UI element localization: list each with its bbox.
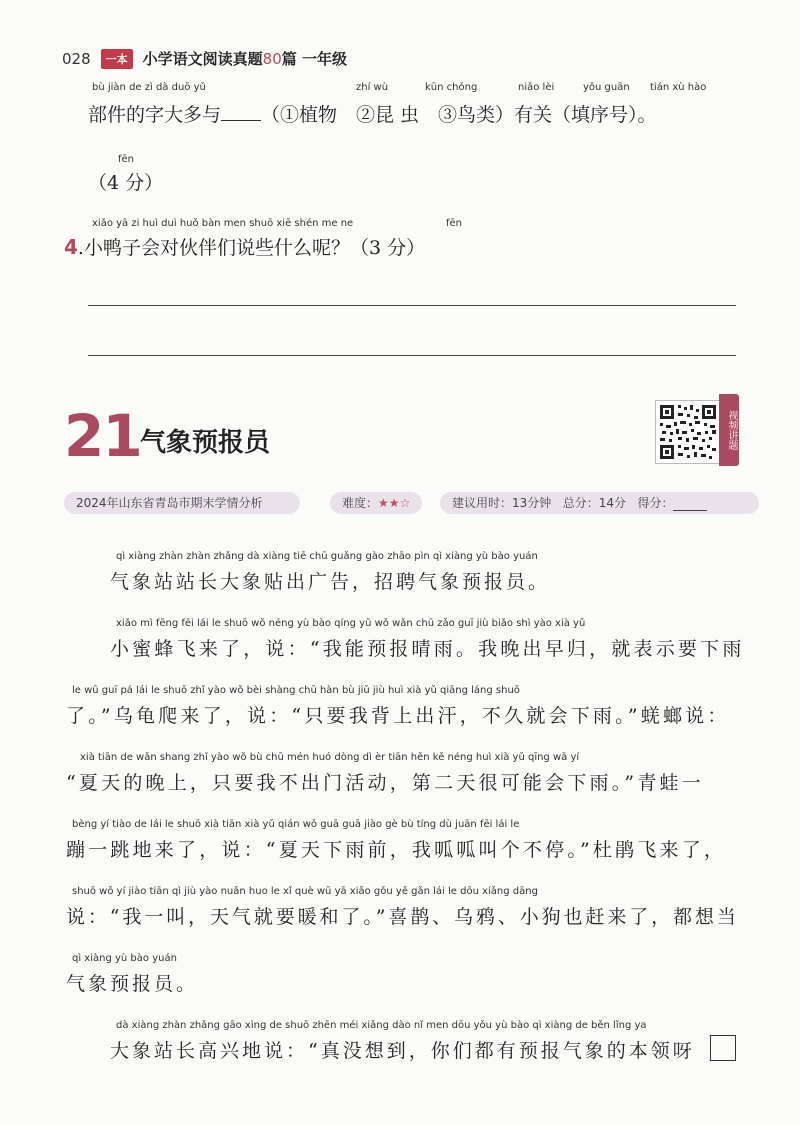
brand-logo: 一本 bbox=[101, 49, 133, 69]
passage-line: 了。”乌龟爬来了，说：“只要我背上出汗，不久就会下雨。”蜣螂说： bbox=[66, 705, 730, 727]
q3-pinyin-2: zhí wù bbox=[356, 82, 389, 93]
source-badge: 2024年山东省青岛市期末学情分析 bbox=[64, 492, 300, 514]
q3-pinyin-5: yǒu guān bbox=[583, 82, 630, 93]
passage-pinyin: qì xiàng yù bào yuán bbox=[72, 953, 177, 964]
passage-line: 蹦一跳地来了，说：“夏天下雨前，我呱呱叫个不停。”杜鹃飞来了， bbox=[66, 839, 727, 861]
time-score-badge: 建议用时：13分钟 总分：14分 得分： bbox=[440, 492, 759, 514]
passage-line: 大象站长高兴地说：“真没想到，你们都有预报气象的本领呀 bbox=[110, 1040, 695, 1062]
passage-pinyin: qì xiàng zhàn zhàn zhǎng dà xiàng tiē chū guǎng gào zhāo pìn qì xiàng yù bào yuán bbox=[116, 551, 538, 562]
q4-pinyin-fen: fēn bbox=[446, 218, 463, 229]
answer-box[interactable] bbox=[710, 1035, 736, 1061]
passage-line: 气象预报员。 bbox=[66, 973, 199, 995]
q3-pinyin-3: kūn chóng bbox=[425, 82, 478, 93]
q3-pinyin-fen: fēn bbox=[118, 154, 135, 165]
info-bar bbox=[64, 492, 734, 514]
passage-pinyin: shuō wǒ yí jiào tiān qì jiù yào nuǎn huo le xǐ què wū yā xiǎo gǒu yě gǎn lái le dōu xiǎng dāng bbox=[72, 886, 538, 897]
passage-line: 气象站站长大象贴出广告，招聘气象预报员。 bbox=[110, 571, 551, 593]
passage-line: “夏天的晚上，只要我不出门活动，第二天很可能会下雨。”青蛙一 bbox=[66, 772, 704, 794]
passage-line: 小蜜蜂飞来了，说：“我能预报晴雨。我晚出早归，就表示要下雨 bbox=[110, 638, 745, 660]
difficulty-badge: 难度：★★☆ bbox=[330, 492, 422, 514]
score-blank[interactable] bbox=[673, 496, 707, 511]
passage-pinyin: xiǎo mì fēng fēi lái le shuō wǒ néng yù bào qíng yǔ wǒ wǎn chū zǎo guī jiù biǎo shì yào xià yǔ bbox=[116, 618, 586, 629]
q3-pinyin-1: bù jiàn de zì dà duō yǔ bbox=[92, 82, 206, 93]
qr-code-icon[interactable] bbox=[655, 400, 721, 464]
page-header bbox=[62, 48, 347, 69]
answer-line-2[interactable] bbox=[88, 355, 736, 356]
q4-pinyin: xiǎo yā zi huì duì huǒ bàn men shuō xiē shén me ne bbox=[92, 218, 354, 229]
page-number: 028 bbox=[62, 49, 91, 68]
book-title: 小学语文阅读真题80篇 一年级 bbox=[142, 50, 347, 68]
video-explain-tab[interactable]: 视频讲题 bbox=[719, 394, 739, 466]
q3-text-line1: 部件的字大多与 （①植物 ②昆 虫 ③鸟类）有关（填序号）。 bbox=[88, 104, 657, 126]
passage-pinyin: bèng yí tiào de lái le shuō xià tiān xià yǔ qián wǒ guā guā jiào gè bù tíng dù juān fēi lái le bbox=[72, 819, 520, 830]
q4-text: 4.小鸭子会对伙伴们说些什么呢？（3 分） bbox=[64, 235, 426, 259]
question-number: 4 bbox=[64, 235, 78, 259]
answer-blank[interactable] bbox=[221, 102, 261, 121]
passage-pinyin: dà xiàng zhàn zhǎng gāo xìng de shuō zhēn méi xiǎng dào nǐ men dōu yǒu yù bào qì xiàng de běn lǐng ya bbox=[116, 1020, 647, 1031]
q3-pinyin-4: niǎo lèi bbox=[518, 82, 555, 93]
lesson-title: 气象预报员 bbox=[140, 428, 271, 458]
q3-score: （4 分） bbox=[88, 172, 164, 194]
passage-pinyin: xià tiān de wǎn shang zhǐ yào wǒ bù chū mén huó dòng dì èr tiān hěn kě néng huì xià yǔ qīng wā yí bbox=[80, 752, 580, 763]
passage-line: 说：“我一叫，天气就要暖和了。”喜鹊、乌鸦、小狗也赶来了，都想当 bbox=[66, 906, 739, 928]
lesson-number: 21 bbox=[64, 402, 141, 470]
q3-pinyin-6: tián xù hào bbox=[650, 82, 707, 93]
difficulty-stars: ★★☆ bbox=[378, 496, 411, 510]
passage-pinyin: le wū guī pá lái le shuō zhǐ yào wǒ bèi shàng chū hàn bù jiǔ jiù huì xià yǔ qiāng láng shuō bbox=[72, 685, 520, 696]
answer-line-1[interactable] bbox=[88, 305, 736, 306]
